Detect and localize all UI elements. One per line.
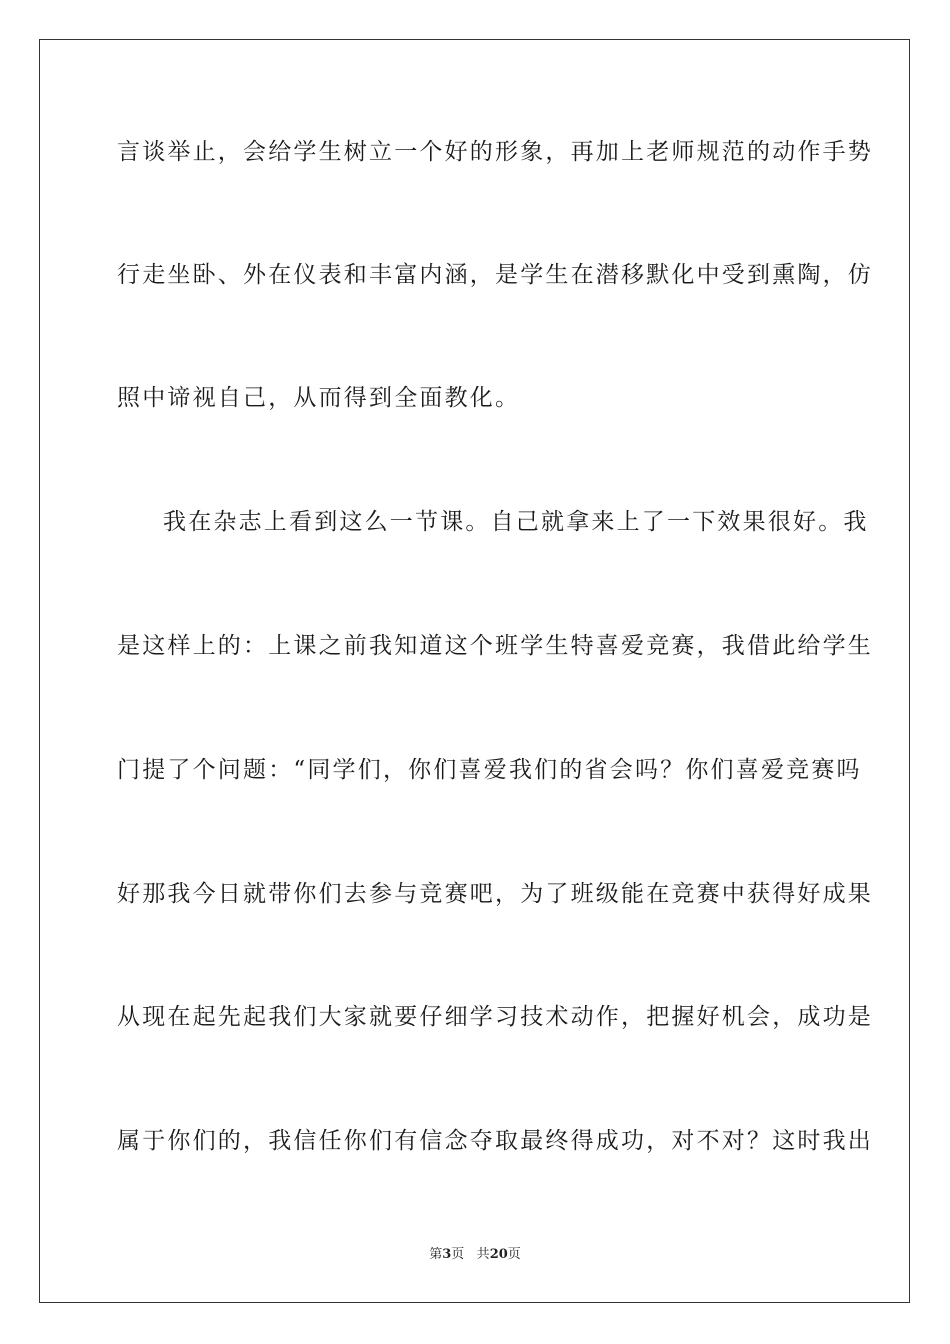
footer-separator xyxy=(464,1247,476,1262)
text-line-7: 好那我今日就带你们去参与竞赛吧，为了班级能在竞赛中获得好成果 xyxy=(117,881,873,907)
text-line-2: 行走坐卧、外在仪表和丰富内涵，是学生在潜移默化中受到熏陶，仿 xyxy=(117,262,873,288)
total-pages: 20 xyxy=(489,1247,508,1262)
page-border xyxy=(39,39,910,1303)
page-suffix: 页 xyxy=(451,1247,465,1262)
total-prefix: 共 xyxy=(476,1247,490,1262)
text-line-5: 是这样上的：上课之前我知道这个班学生特喜爱竞赛，我借此给学生 xyxy=(117,633,873,659)
text-line-3: 照中谛视自己，从而得到全面教化。 xyxy=(117,385,521,411)
text-line-9: 属于你们的，我信任你们有信念夺取最终得成功，对不对？这时我出 xyxy=(117,1128,873,1154)
text-line-1: 言谈举止，会给学生树立一个好的形象，再加上老师规范的动作手势 xyxy=(117,139,873,165)
page-prefix: 第 xyxy=(429,1247,443,1262)
total-suffix: 页 xyxy=(507,1247,521,1262)
text-line-6: 门提了个问题：“同学们，你们喜爱我们的省会吗？你们喜爱竞赛吗 xyxy=(117,757,862,783)
page-number: 3 xyxy=(442,1247,452,1262)
text-line-8: 从现在起先起我们大家就要仔细学习技术动作，把握好机会，成功是 xyxy=(117,1004,873,1030)
page-footer xyxy=(0,1246,950,1264)
text-line-4: 我在杂志上看到这么一节课。自己就拿来上了一下效果很好。我 xyxy=(163,509,869,535)
